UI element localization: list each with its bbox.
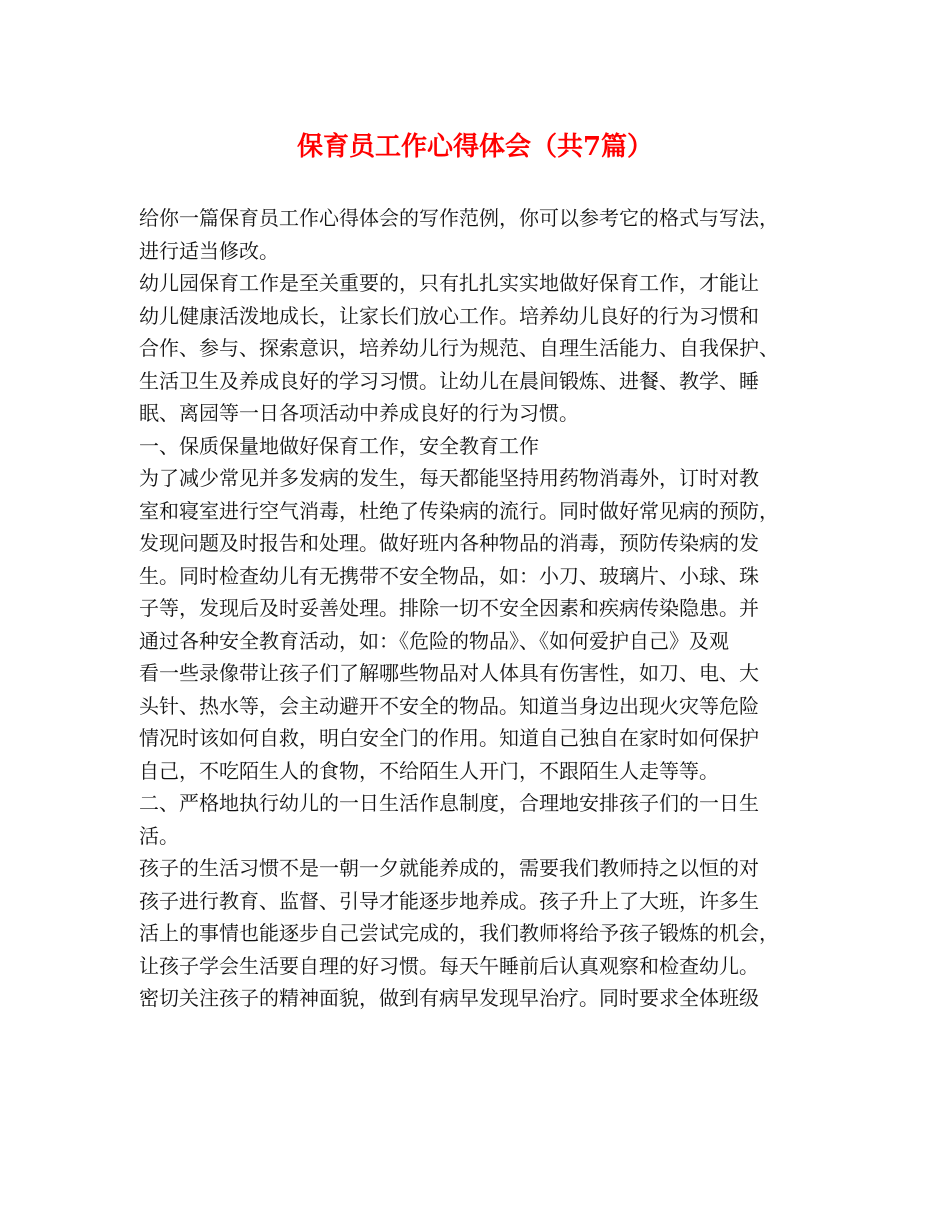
body-line: 幼儿健康活泼地成长，让家长们放心工作。培养幼儿良好的行为习惯和 [139,303,759,328]
body-line: 密切关注孩子的精神面貌，做到有病早发现早治疗。同时要求全体班级 [139,986,759,1010]
body-line: 情况时该如何自救，明白安全门的作用。知道自己独自在家时如何保护 [139,726,759,750]
body-line: 合作、参与、探索意识，培养幼儿行为规范、自理生活能力、自我保护、 [139,336,779,360]
document-title: 保育员工作心得体会（共7篇） [296,132,654,162]
body-line: 看一些录像带让孩子们了解哪些物品对人体具有伤害性，如刀、电、大 [139,661,759,685]
body-line: 孩子进行教育、监督、引导才能逐步地养成。孩子升上了大班，许多生 [139,888,759,913]
body-line: 给你一篇保育员工作心得体会的写作范例，你可以参考它的格式与写法， [139,206,779,230]
document-body [139,202,819,1015]
body-line: 通过各种安全教育活动，如：《危险的物品》、《如何爱护自己》及观 [139,628,729,653]
body-line: 幼儿园保育工作是至关重要的，只有扎扎实实地做好保育工作，才能让 [139,271,759,295]
body-line: 自己，不吃陌生人的食物，不给陌生人开门，不跟陌生人走等等。 [139,758,719,783]
body-line: 让孩子学会生活要自理的好习惯。每天午睡前后认真观察和检查幼儿。 [139,953,759,978]
body-line: 眠、离园等一日各项活动中养成良好的行为习惯。 [139,401,579,425]
section-heading: 一、保质保量地做好保育工作，安全教育工作 [139,433,539,458]
body-line: 活上的事情也能逐步自己尝试完成的，我们教师将给予孩子锻炼的机会， [139,921,779,945]
body-line: 进行适当修改。 [139,238,279,263]
body-line: 孩子的生活习惯不是一朝一夕就能养成的，需要我们教师持之以恒的对 [139,856,759,880]
body-line: 子等，发现后及时妥善处理。排除一切不安全因素和疾病传染隐患。并 [139,596,759,620]
body-line: 生活卫生及养成良好的学习习惯。让幼儿在晨间锻炼、进餐、教学、睡 [139,368,759,393]
body-line: 生。同时检查幼儿有无携带不安全物品，如：小刀、玻璃片、小球、珠 [139,563,759,588]
body-line: 室和寝室进行空气消毒，杜绝了传染病的流行。同时做好常见病的预防， [139,498,779,523]
section-heading: 二、严格地执行幼儿的一日生活作息制度，合理地安排孩子们的一日生 [139,791,759,815]
body-line: 发现问题及时报告和处理。做好班内各种物品的消毒，预防传染病的发 [139,531,759,555]
body-line: 为了减少常见并多发病的发生，每天都能坚持用药物消毒外，订时对教 [139,466,759,490]
section-heading: 活。 [139,823,179,848]
body-line: 头针、热水等，会主动避开不安全的物品。知道当身边出现火灾等危险 [139,693,759,718]
